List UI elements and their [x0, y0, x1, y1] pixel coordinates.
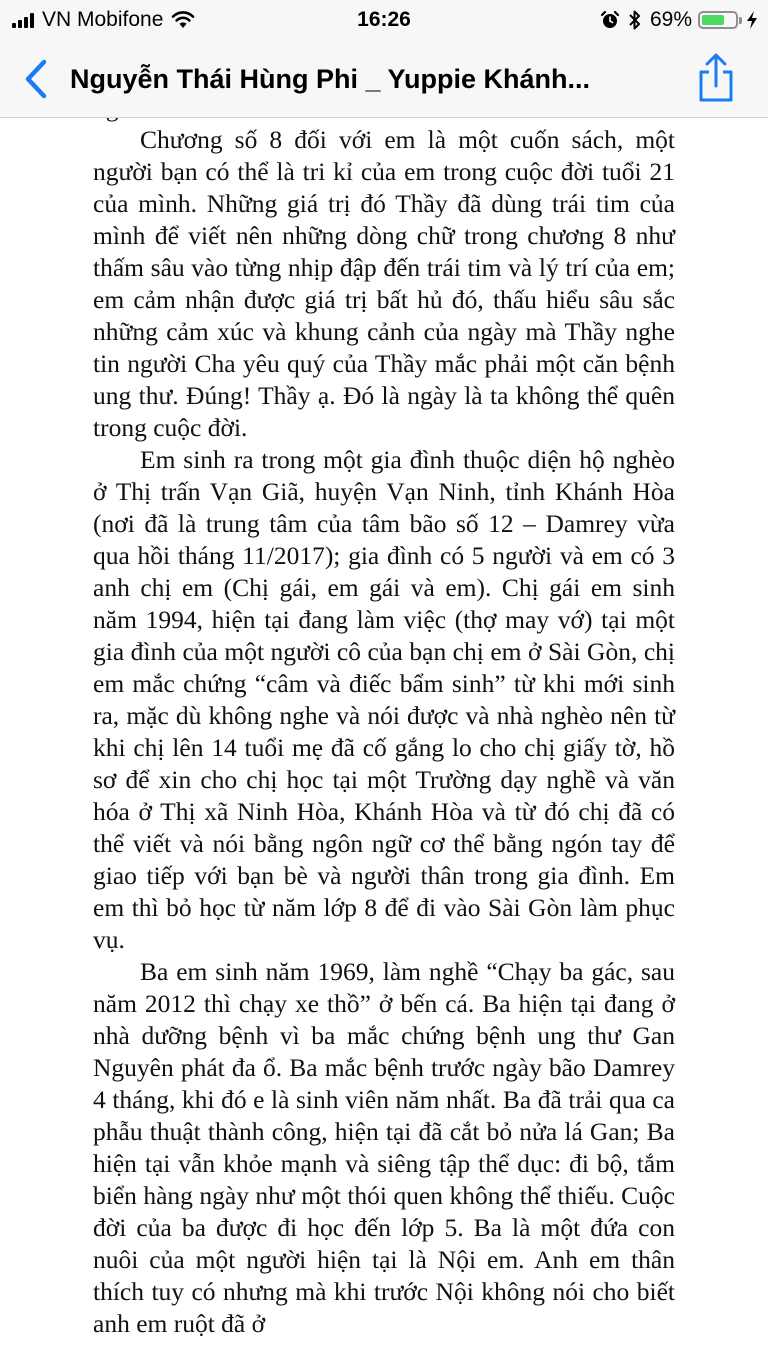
document-paragraph: Chương số 8 đối với em là một cuốn sách, một người bạn có thể là tri kỉ của em trong cuộc đời tuổi 21 của mình. Những giá trị đó Thầy đã dùng trái tim của mình để viết nên những dòng chữ trong chương 8 như thấm sâu vào từng nhịp đập đến trái tim và lý trí của em; em cảm nhận được giá trị bất hủ đó, thấu hiểu sâu sắc những cảm xúc và khung cảnh của ngày mà Thầy nghe tin người Cha yêu quý của Thầy mắc phải một căn bệnh ung thư. Đúng! Thầy ạ. Đó là ngày là ta không thể quên trong cuộc đời. [93, 125, 675, 442]
navigation-bar [0, 40, 768, 118]
status-right [600, 0, 758, 40]
alarm-icon [600, 10, 620, 30]
document-paragraph: Em sinh ra trong một gia đình thuộc diện hộ nghèo ở Thị trấn Vạn Giã, huyện Vạn Ninh, tỉnh Khánh Hòa (nơi đã là trung tâm của tâm bão số 12 – Damrey vừa qua hồi tháng 11/2017); gia đình có 5 người và em có 3 anh chị em (Chị gái, em gái và em). Chị gái em sinh năm 1994, hiện tại đang làm việc (thợ may vớ) tại một gia đình của một người cô của bạn chị em ở Sài Gòn, chị em mắc chứng “câm và điếc bẩm sinh” từ khi mới sinh ra, mặc dù không nghe và nói được và nhà nghèo nên từ khi chị lên 14 tuổi mẹ đã cố gắng lo cho chị giấy tờ, hồ sơ để xin cho chị học tại một Trường dạy nghề và văn hóa ở Thị xã Ninh Hòa, Khánh Hòa và từ đó chị đã có thể viết và nói bằng ngôn ngữ cơ thể bằng ngón tay để giao tiếp với bạn bè và người thân trong gia đình. Em em thì bỏ học từ năm lớp 8 để đi vào Sài Gòn làm phục vụ. [93, 445, 675, 954]
chevron-left-icon [24, 59, 48, 99]
carrier-name: VN Mobifone [42, 8, 164, 31]
status-bar [0, 0, 768, 40]
status-time: 16:26 [357, 8, 411, 31]
back-button[interactable] [18, 56, 54, 102]
battery-icon [698, 11, 738, 29]
document-page [93, 92, 675, 1340]
battery-fill [702, 15, 724, 25]
share-icon [696, 53, 736, 103]
battery-cap [739, 17, 742, 24]
battery-percent: 69% [649, 8, 692, 31]
document-paragraph: Ba em sinh năm 1969, làm nghề “Chạy ba gác, sau năm 2012 thì chạy xe thồ” ở bến cá. Ba hiện tại đang ở nhà dưỡng bệnh vì ba mắc chứng bệnh ung thư Gan Nguyên phát đa ổ. Ba mắc bệnh trước ngày bão Damrey 4 tháng, khi đó e là sinh viên năm nhất. Ba đã trải qua ca phẫu thuật thành công, hiện tại đã cắt bỏ nửa lá Gan; Ba hiện tại vẫn khỏe mạnh và siêng tập thể dục: đi bộ, tắm biển hàng ngày như một thói quen không thể thiếu. Cuộc đời của ba được đi học đến lớp 5. Ba là một đứa con nuôi của một người hiện tại là Nội em. Anh em thân thích tuy có nhưng mà khi trước Nội không nói cho biết anh em ruột đã ở [93, 957, 675, 1338]
charging-icon [746, 10, 758, 30]
bluetooth-icon [628, 9, 642, 31]
document-viewer[interactable] [0, 118, 768, 1365]
document-title: Nguyễn Thái Hùng Phi _ Yuppie Khánh... [70, 64, 591, 94]
share-button[interactable] [694, 52, 738, 104]
